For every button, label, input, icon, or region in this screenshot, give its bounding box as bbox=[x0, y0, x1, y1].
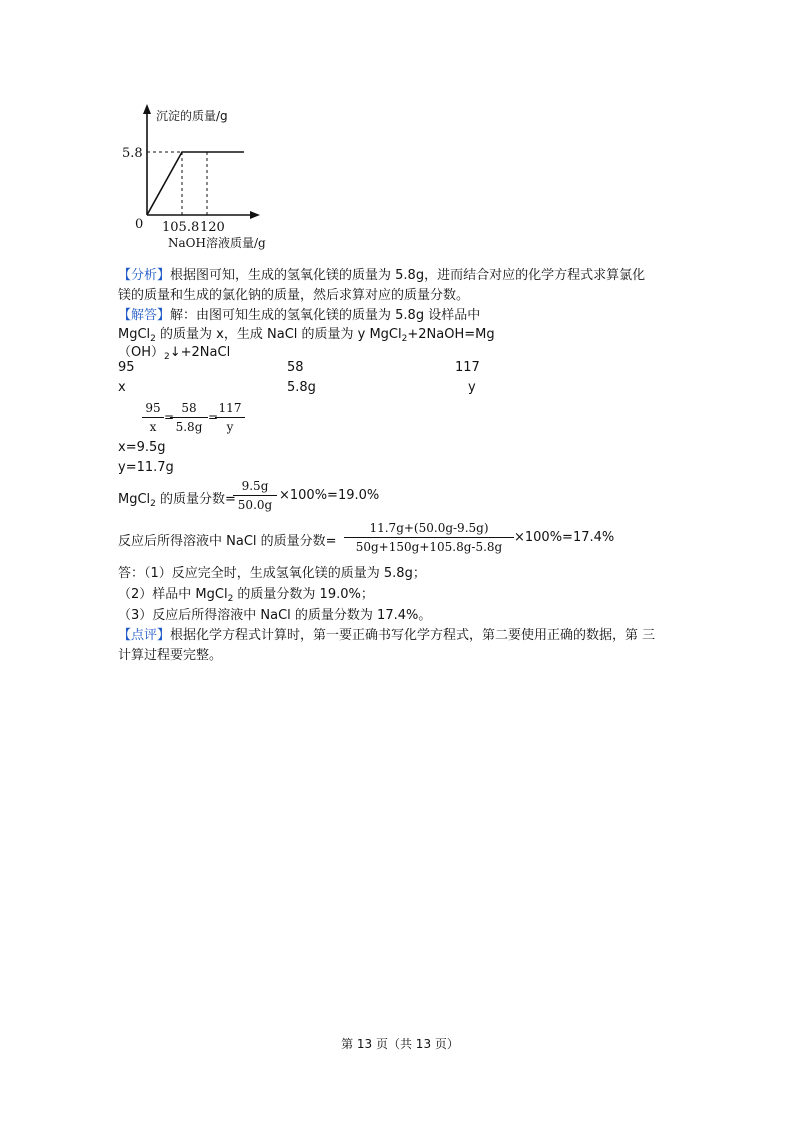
mgcl2-fraction-result: ×100%=19.0% bbox=[279, 488, 380, 503]
comment-text-1: 根据化学方程式计算时，第一要正确书写化学方程式，第二要使用正确的数据，第 三 bbox=[170, 628, 656, 643]
analysis-text-1: 根据图可知，生成的氢氧化镁的质量为 5.8g，进而结合对应的化学方程式求算氯化 bbox=[170, 268, 646, 283]
mgcl2-fraction-label bbox=[118, 488, 236, 509]
mgcl2-formula: MgCl bbox=[118, 327, 151, 342]
fraction-bar bbox=[142, 417, 164, 418]
nacl-fraction bbox=[344, 520, 514, 555]
y-tick-label: 5.8 bbox=[122, 146, 143, 161]
proportion-fraction-2 bbox=[170, 400, 208, 435]
ratio-row-2-col-3: y bbox=[468, 380, 476, 395]
fraction-numerator: 11.7g+(50.0g-9.5g) bbox=[369, 521, 489, 535]
ratio-row-1-col-1: 95 bbox=[118, 360, 135, 375]
analysis-tag: 【分析】 bbox=[118, 268, 171, 283]
comment-line-1 bbox=[118, 624, 655, 643]
fraction-numerator: 117 bbox=[218, 401, 242, 415]
x-result: x=9.5g bbox=[118, 440, 166, 455]
nacl-fraction-result: ×100%=17.4% bbox=[514, 530, 615, 545]
precipitate-chart bbox=[110, 100, 310, 250]
subscript: 2 bbox=[401, 334, 408, 344]
y-axis-arrow bbox=[143, 104, 151, 114]
fraction-numerator: 58 bbox=[181, 401, 197, 415]
origin-label: 0 bbox=[135, 217, 144, 232]
ratio-row-1-col-2: 58 bbox=[287, 360, 304, 375]
ratio-row-1-col-3: 117 bbox=[455, 360, 480, 375]
x-tick-label-105.8: 105.8 bbox=[162, 220, 200, 235]
mgcl2-formula: MgCl bbox=[118, 492, 151, 507]
analysis-line-1 bbox=[118, 264, 645, 283]
subscript: 2 bbox=[164, 352, 170, 362]
mgcl2-fraction bbox=[233, 478, 277, 513]
ratio-row-2-col-1: x bbox=[118, 380, 126, 395]
solution-tag: 【解答】 bbox=[118, 308, 171, 323]
analysis-line-2: 镁的质量和生成的氯化钠的质量，然后求算对应的质量分数。 bbox=[118, 288, 470, 303]
nacl-fraction-label: 反应后所得溶液中 NaCl 的质量分数= bbox=[118, 534, 337, 549]
answer-line-1: 答：（1）反应完全时，生成氢氧化镁的质量为 5.8g； bbox=[118, 566, 426, 581]
fraction-denominator: 50g+150g+105.8g-5.8g bbox=[355, 540, 503, 554]
equals-sign: = bbox=[164, 410, 175, 424]
x-tick-label-120: 120 bbox=[200, 220, 225, 235]
fraction-bar bbox=[344, 537, 514, 538]
subscript: 2 bbox=[227, 594, 234, 604]
proportion-fraction-3 bbox=[215, 400, 245, 435]
answer-text: （2）样品中 MgCl bbox=[118, 587, 228, 602]
hydroxide-formula: （OH） bbox=[118, 345, 165, 360]
ratio-row-2-col-2: 5.8g bbox=[287, 380, 316, 395]
fraction-numerator: 9.5g bbox=[241, 479, 269, 493]
x-axis-label: NaOH溶液质量/g bbox=[168, 236, 266, 250]
y-axis-label: 沉淀的质量/g bbox=[156, 109, 228, 123]
answer-line-3: （3）反应后所得溶液中 NaCl 的质量分数为 17.4%。 bbox=[118, 608, 432, 623]
solution-line-3 bbox=[118, 341, 230, 362]
answer-text: 的质量分数为 19.0%； bbox=[233, 587, 374, 602]
solution-text-1: 解：由图可知生成的氢氧化镁的质量为 5.8g 设样品中 bbox=[170, 308, 481, 323]
fraction-bar bbox=[233, 495, 277, 496]
fraction-numerator: 95 bbox=[145, 401, 161, 415]
answer-line-2 bbox=[118, 583, 374, 604]
comment-tag: 【点评】 bbox=[118, 628, 171, 643]
fraction-denominator: y bbox=[226, 420, 234, 434]
subscript: 2 bbox=[150, 334, 156, 344]
fraction-denominator: 5.8g bbox=[175, 420, 203, 434]
solution-line-1 bbox=[118, 304, 480, 323]
equation-part: +2NaOH=Mg bbox=[407, 327, 495, 342]
comment-line-2: 计算过程要完整。 bbox=[118, 648, 223, 663]
mgcl2-label-text: 的质量分数= bbox=[155, 492, 236, 507]
fraction-denominator: x bbox=[149, 420, 157, 434]
fraction-bar bbox=[170, 417, 208, 418]
equation-part: ↓+2NaCl bbox=[169, 345, 231, 360]
y-result: y=11.7g bbox=[118, 460, 174, 475]
solution-text-2: 的质量为 x，生成 NaCl 的质量为 y MgCl bbox=[155, 327, 402, 342]
subscript: 2 bbox=[150, 499, 156, 509]
x-axis-arrow bbox=[250, 211, 260, 219]
fraction-denominator: 50.0g bbox=[237, 498, 273, 512]
page-footer: 第 13 页（共 13 页） bbox=[341, 1037, 459, 1051]
equals-sign: = bbox=[208, 410, 219, 424]
fraction-bar bbox=[215, 417, 245, 418]
series-line bbox=[147, 152, 244, 215]
proportion-fraction-1 bbox=[142, 400, 164, 435]
